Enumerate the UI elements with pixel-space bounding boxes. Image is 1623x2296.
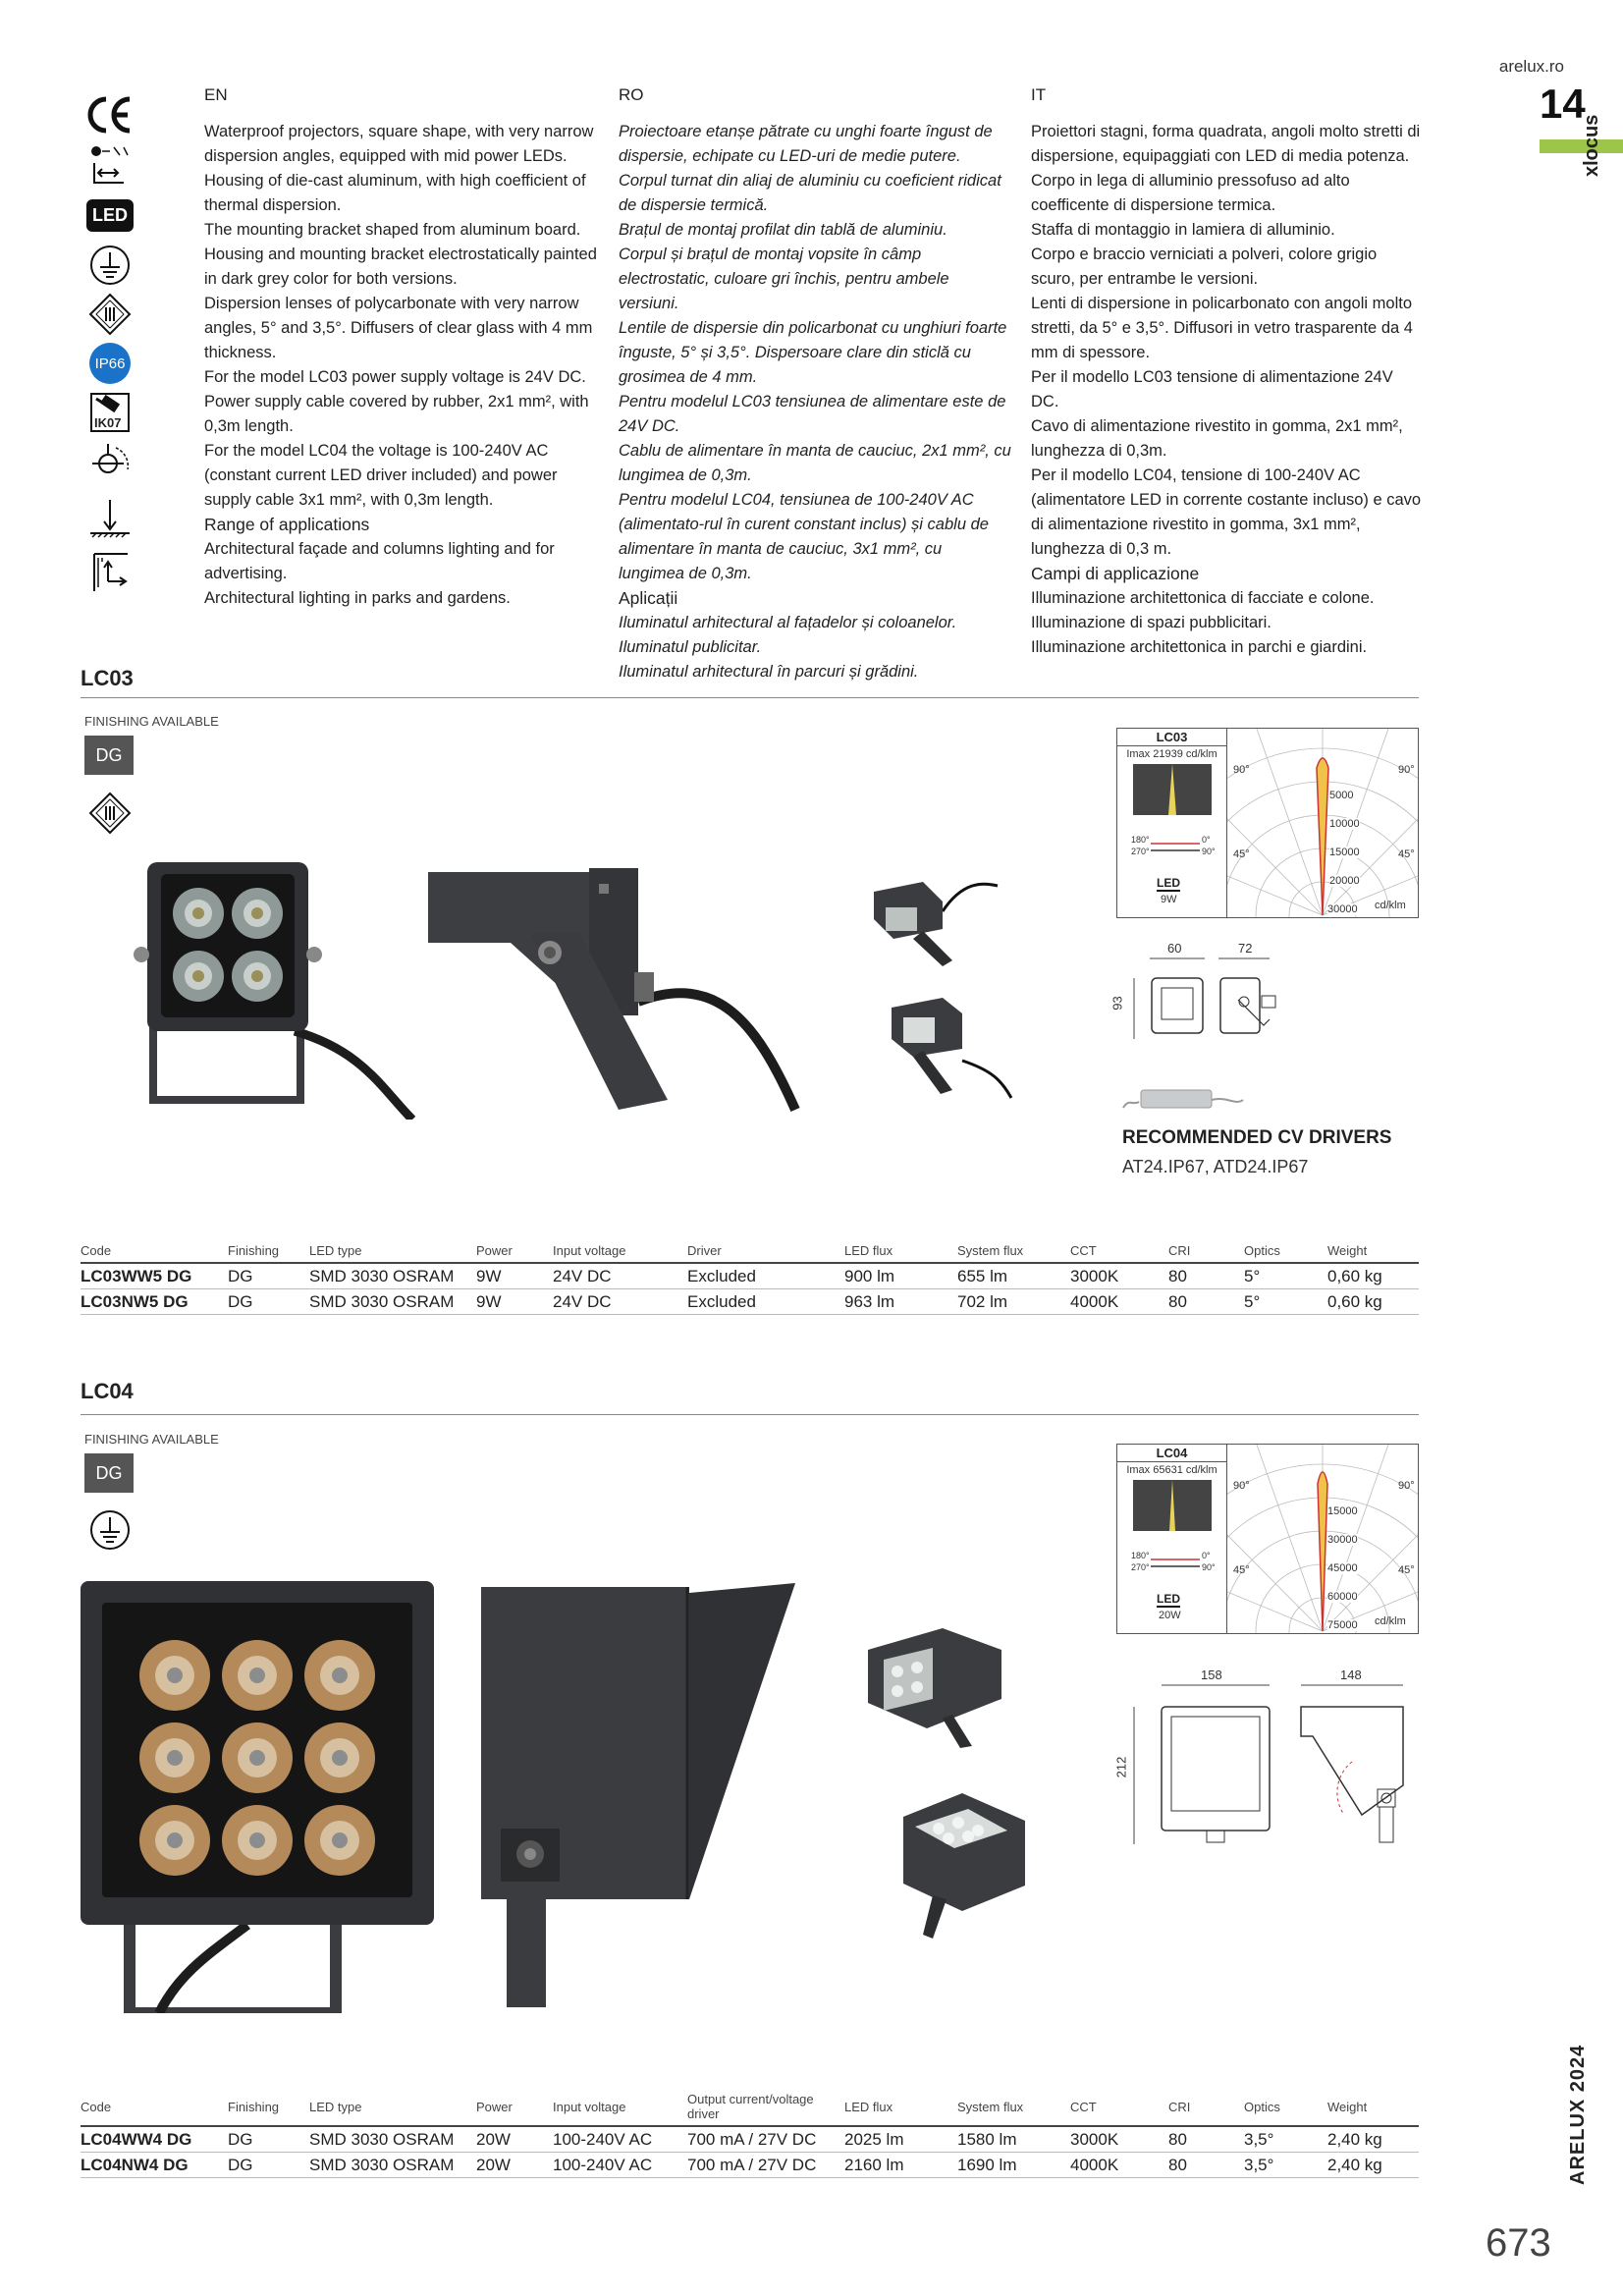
- lc03-ring-5: 30000: [1327, 903, 1358, 915]
- table-cell: 2,40 kg: [1327, 2126, 1419, 2153]
- col-header: CRI: [1168, 1243, 1244, 1263]
- ro-para: Proiectoare etanșe pătrate cu unghi foarte îngust de dispersie, echipate cu LED-uri de medie putere.: [619, 123, 993, 165]
- ground-mount-icon: [84, 497, 135, 546]
- table-cell: 0,60 kg: [1327, 1263, 1419, 1289]
- table-cell: SMD 3030 OSRAM: [309, 1289, 476, 1315]
- table-cell: 3000K: [1070, 2126, 1168, 2153]
- led-icon-label: LED: [86, 199, 134, 232]
- page-number: 673: [1486, 2221, 1551, 2265]
- lc03-legend-90: 90°: [1202, 847, 1216, 856]
- table-cell: 80: [1168, 1263, 1244, 1289]
- table-cell: SMD 3030 OSRAM: [309, 2126, 476, 2153]
- col-header: LED flux: [844, 1243, 957, 1263]
- it-application: Illuminazione di spazi pubblicitari.: [1031, 614, 1271, 631]
- col-header: Optics: [1244, 1243, 1327, 1263]
- lc03-dim-width: 60: [1167, 941, 1182, 956]
- table-cell: 700 mA / 27V DC: [687, 2153, 844, 2178]
- table-cell: 2160 lm: [844, 2153, 957, 2178]
- description-it: [1031, 82, 1424, 660]
- lc04-polar-model: LC04: [1117, 1445, 1226, 1462]
- table-cell: Excluded: [687, 1263, 844, 1289]
- lc04-ring-3: 45000: [1327, 1562, 1358, 1574]
- col-header: Power: [476, 2092, 553, 2126]
- table-cell: 80: [1168, 2126, 1244, 2153]
- lc04-polar-unit: cd/klm: [1375, 1615, 1406, 1627]
- it-para: Corpo in lega di alluminio pressofuso ad alto coefficente di dispersione termica.: [1031, 172, 1350, 214]
- col-header: Power: [476, 1243, 553, 1263]
- table-cell: 963 lm: [844, 1289, 957, 1315]
- table-cell: 24V DC: [553, 1289, 687, 1315]
- lc04-divider: [81, 1414, 1419, 1415]
- installation-icon: [84, 143, 135, 187]
- en-application: Architectural lighting in parks and gardens.: [204, 589, 511, 607]
- lc04-ring-1: 15000: [1327, 1505, 1358, 1517]
- lang-heading-en: EN: [204, 85, 228, 104]
- lc03-legend-0: 0°: [1202, 835, 1211, 845]
- table-cell: 1580 lm: [957, 2126, 1070, 2153]
- lc03-angle-90-left: 90°: [1233, 764, 1250, 776]
- class-iii-icon: [84, 293, 135, 336]
- table-cell: 20W: [476, 2126, 553, 2153]
- table-cell: 2025 lm: [844, 2126, 957, 2153]
- lc03-ring-3: 15000: [1329, 847, 1360, 858]
- table-row: [81, 2153, 1419, 2178]
- chapter-number: 14: [1540, 81, 1586, 127]
- lc03-polar-unit: cd/klm: [1375, 900, 1406, 911]
- category-label: xlocus: [1581, 114, 1602, 177]
- lc03-polar-imax: Imax 21939 cd/klm: [1126, 748, 1217, 760]
- table-cell: 9W: [476, 1289, 553, 1315]
- col-header: Code: [81, 1243, 228, 1263]
- lc03-angle-photo-1: [864, 872, 1001, 970]
- en-para: Housing and mounting bracket electrostatically painted in dark grey color for both versions.: [204, 246, 597, 288]
- ro-para: Brațul de montaj profilat din tablă de aluminiu.: [619, 221, 947, 239]
- lang-heading-ro: RO: [619, 85, 644, 104]
- table-cell: 0,60 kg: [1327, 1289, 1419, 1315]
- lc03-drivers-title: RECOMMENDED CV DRIVERS: [1122, 1127, 1392, 1148]
- earth-ground-icon: [84, 1506, 135, 1554]
- it-para: Lenti di dispersione in policarbonato con angoli molto stretti, da 5° e 3,5°. Diffusori in vetro trasparente da 4 mm di spessore.: [1031, 295, 1413, 361]
- lc03-finish-swatch: DG: [84, 736, 134, 775]
- lc04-dim-height: 212: [1113, 1756, 1129, 1778]
- product-code: LC03WW5 DG: [81, 1263, 228, 1289]
- table-cell: 80: [1168, 1289, 1244, 1315]
- en-para: For the model LC03 power supply voltage is 24V DC.: [204, 368, 586, 386]
- table-cell: 9W: [476, 1263, 553, 1289]
- lc03-dim-height: 93: [1109, 996, 1125, 1011]
- table-cell: 100-240V AC: [553, 2126, 687, 2153]
- lc04-title: LC04: [81, 1379, 134, 1403]
- lc04-ring-4: 60000: [1327, 1591, 1358, 1603]
- table-cell: 20W: [476, 2153, 553, 2178]
- lc03-ring-4: 20000: [1329, 875, 1360, 887]
- col-header: System flux: [957, 2092, 1070, 2126]
- table-cell: SMD 3030 OSRAM: [309, 1263, 476, 1289]
- col-header: Driver: [687, 1243, 844, 1263]
- lc04-front-photo: [81, 1581, 434, 2013]
- lc03-polar-model: LC03: [1117, 729, 1226, 746]
- lc03-legend-180: 180°: [1131, 835, 1150, 845]
- en-para: Power supply cable covered by rubber, 2x1 mm², with 0,3m length.: [204, 393, 589, 435]
- col-header: Input voltage: [553, 1243, 687, 1263]
- it-applications-title: Campi di applicazione: [1031, 564, 1200, 583]
- class-iii-icon: [84, 792, 135, 835]
- table-cell: 1690 lm: [957, 2153, 1070, 2178]
- table-header-row: [81, 1243, 1419, 1263]
- en-applications-title: Range of applications: [204, 515, 370, 534]
- col-header: CCT: [1070, 2092, 1168, 2126]
- ro-application: Iluminatul arhitectural în parcuri și grădini.: [619, 663, 919, 681]
- table-row: [81, 2126, 1419, 2153]
- it-application: Illuminazione architettonica di facciate e colone.: [1031, 589, 1375, 607]
- it-para: Per il modello LC03 tensione di alimentazione 24V DC.: [1031, 368, 1393, 410]
- lc03-ring-2: 10000: [1329, 818, 1360, 830]
- lc04-legend-0: 0°: [1202, 1551, 1211, 1560]
- it-para: Proiettori stagni, forma quadrata, angoli molto stretti di dispersione, equipaggiati con LED di media potenza.: [1031, 123, 1421, 165]
- lc03-polar-diagram: [1116, 728, 1419, 918]
- lc04-power-label: 20W: [1159, 1610, 1181, 1621]
- site-url: arelux.ro: [1498, 57, 1564, 76]
- lc03-angle-45-right: 45°: [1398, 848, 1415, 860]
- lc04-finish-swatch: DG: [84, 1453, 134, 1493]
- table-header-row: [81, 2092, 1419, 2126]
- lc03-legend-270: 270°: [1131, 847, 1150, 856]
- col-header: LED type: [309, 2092, 476, 2126]
- col-header: Optics: [1244, 2092, 1327, 2126]
- lc03-side-photo: [422, 864, 805, 1120]
- table-row: [81, 1289, 1419, 1315]
- description-en: [204, 82, 597, 611]
- lc03-dim-depth: 72: [1238, 941, 1253, 956]
- description-ro: [619, 82, 1011, 684]
- en-para: The mounting bracket shaped from aluminum board.: [204, 221, 581, 239]
- lc03-led-label: LED: [1157, 876, 1180, 890]
- col-header: Code: [81, 2092, 228, 2126]
- ro-applications-title: Aplicații: [619, 588, 678, 608]
- ro-para: Pentru modelul LC03 tensiunea de alimentare este de 24V DC.: [619, 393, 1006, 435]
- table-cell: 80: [1168, 2153, 1244, 2178]
- table-cell: 5°: [1244, 1263, 1327, 1289]
- table-cell: Excluded: [687, 1289, 844, 1315]
- table-cell: 655 lm: [957, 1263, 1070, 1289]
- table-cell: SMD 3030 OSRAM: [309, 2153, 476, 2178]
- lc03-front-photo: [128, 854, 422, 1120]
- lc03-spec-table: [81, 1243, 1419, 1315]
- lc03-ring-1: 5000: [1329, 790, 1354, 801]
- lc03-driver-photo: [1119, 1078, 1247, 1118]
- table-cell: 3,5°: [1244, 2126, 1327, 2153]
- it-para: Staffa di montaggio in lamiera di alluminio.: [1031, 221, 1335, 239]
- table-cell: DG: [228, 1263, 309, 1289]
- lc03-beam-preview: [1133, 764, 1212, 815]
- col-header: Finishing: [228, 1243, 309, 1263]
- lc03-angle-90-right: 90°: [1398, 764, 1415, 776]
- lc04-angle-photo-1: [864, 1620, 1011, 1748]
- lang-heading-it: IT: [1031, 85, 1047, 104]
- lc04-finishing-label: FINISHING AVAILABLE: [84, 1432, 219, 1447]
- lc04-dimension-drawing: [1113, 1667, 1419, 1864]
- it-application: Illuminazione architettonica in parchi e giardini.: [1031, 638, 1368, 656]
- col-header: Weight: [1327, 1243, 1419, 1263]
- product-code: LC04WW4 DG: [81, 2126, 228, 2153]
- col-header: Finishing: [228, 2092, 309, 2126]
- ro-para: Lentile de dispersie din policarbonat cu unghiuri foarte înguste, 5° și 3,5°. Dispersoare clare din sticlă cu grosimea de 4 mm.: [619, 319, 1007, 386]
- led-icon: [84, 194, 135, 236]
- lc04-ring-5: 75000: [1327, 1619, 1358, 1631]
- ro-para: Corpul turnat din aliaj de aluminiu cu coeficient ridicat de dispersie termică.: [619, 172, 1001, 214]
- en-para: Housing of die-cast aluminum, with high coefficient of thermal dispersion.: [204, 172, 586, 214]
- table-cell: DG: [228, 2153, 309, 2178]
- product-code: LC03NW5 DG: [81, 1289, 228, 1315]
- lc03-power-label: 9W: [1161, 894, 1177, 905]
- ip66-label: IP66: [89, 343, 131, 384]
- table-cell: DG: [228, 2126, 309, 2153]
- col-header: Weight: [1327, 2092, 1419, 2126]
- catalog-brand-label: ARELUX 2024: [1567, 2044, 1589, 2185]
- lc04-led-label: LED: [1157, 1592, 1180, 1606]
- en-para: Dispersion lenses of polycarbonate with very narrow angles, 5° and 3,5°. Diffusers of clear glass with 4 mm thickness.: [204, 295, 593, 361]
- table-cell: 3000K: [1070, 1263, 1168, 1289]
- table-cell: 4000K: [1070, 1289, 1168, 1315]
- ro-application: Iluminatul publicitar.: [619, 638, 762, 656]
- col-header: Output current/voltage driver: [687, 2092, 844, 2126]
- lc04-side-photo: [481, 1583, 805, 2015]
- it-para: Per il modello LC04, tensione di 100-240V AC (alimentatore LED in corrente costante incluso) e cavo di alimentazione rivestito in gomma, 3x1 mm², lunghezza di 0,3 m.: [1031, 466, 1422, 558]
- lc04-legend-180: 180°: [1131, 1551, 1150, 1560]
- lc03-dimension-drawing: [1109, 941, 1303, 1049]
- lc03-title: LC03: [81, 666, 134, 690]
- lc04-angle-90-left: 90°: [1233, 1480, 1250, 1492]
- lc04-angle-90-right: 90°: [1398, 1480, 1415, 1492]
- lc04-angle-45-right: 45°: [1398, 1564, 1415, 1576]
- lc04-angle-45-left: 45°: [1233, 1564, 1250, 1576]
- lc04-legend-270: 270°: [1131, 1562, 1150, 1572]
- en-application: Architectural façade and columns lighting and for advertising.: [204, 540, 555, 582]
- lc04-legend-90: 90°: [1202, 1562, 1216, 1572]
- lc04-angle-photo-2: [893, 1787, 1031, 1944]
- wall-mount-icon: [84, 548, 135, 595]
- ro-application: Iluminatul arhitectural al fațadelor și coloanelor.: [619, 614, 957, 631]
- ik07-icon: [84, 391, 135, 434]
- lc03-angle-45-left: 45°: [1233, 848, 1250, 860]
- lc04-dim-width: 158: [1201, 1667, 1222, 1682]
- lc04-spec-table: [81, 2092, 1419, 2178]
- table-cell: 24V DC: [553, 1263, 687, 1289]
- lc03-divider: [81, 697, 1419, 698]
- ro-para: Cablu de alimentare în manta de cauciuc, 2x1 mm², cu lungimea de 0,3m.: [619, 442, 1011, 484]
- it-para: Cavo di alimentazione rivestito in gomma, 2x1 mm², lunghezza di 0,3m.: [1031, 417, 1403, 460]
- lc03-finishing-label: FINISHING AVAILABLE: [84, 714, 219, 729]
- lc04-polar-imax: Imax 65631 cd/klm: [1126, 1464, 1217, 1476]
- lc03-angle-photo-2: [884, 992, 1021, 1100]
- table-cell: 700 mA / 27V DC: [687, 2126, 844, 2153]
- table-cell: 5°: [1244, 1289, 1327, 1315]
- en-para: For the model LC04 the voltage is 100-240V AC (constant current LED driver included) and power supply cable 3x1 mm², with 0,3m length.: [204, 442, 558, 509]
- lc04-polar-diagram: [1116, 1444, 1419, 1634]
- lc03-drivers-list: AT24.IP67, ATD24.IP67: [1122, 1157, 1309, 1176]
- ip66-icon: [84, 342, 135, 385]
- table-row: [81, 1263, 1419, 1289]
- lc04-dim-depth: 148: [1340, 1667, 1362, 1682]
- col-header: LED type: [309, 1243, 476, 1263]
- ro-para: Pentru modelul LC04, tensiunea de 100-240V AC (alimentato-rul în curent constant inclus) și cablu de alimentare în manta de cauciuc, 3x1 mm², cu lungimea de 0,3m.: [619, 491, 989, 582]
- col-header: LED flux: [844, 2092, 957, 2126]
- it-para: Corpo e braccio verniciati a polveri, colore grigio scuro, per entrambe le versioni.: [1031, 246, 1378, 288]
- earth-ground-icon: [84, 244, 135, 287]
- ce-mark-icon: [84, 92, 135, 137]
- lc04-ring-2: 30000: [1327, 1534, 1358, 1546]
- col-header: CRI: [1168, 2092, 1244, 2126]
- table-cell: DG: [228, 1289, 309, 1315]
- table-cell: 702 lm: [957, 1289, 1070, 1315]
- table-cell: 900 lm: [844, 1263, 957, 1289]
- en-para: Waterproof projectors, square shape, with very narrow dispersion angles, equipped with mid power LEDs.: [204, 123, 594, 165]
- product-code: LC04NW4 DG: [81, 2153, 228, 2178]
- col-header: System flux: [957, 1243, 1070, 1263]
- lc04-beam-preview: [1133, 1480, 1212, 1531]
- table-cell: 100-240V AC: [553, 2153, 687, 2178]
- table-cell: 3,5°: [1244, 2153, 1327, 2178]
- adjustable-tilt-icon: [84, 440, 135, 483]
- table-cell: 4000K: [1070, 2153, 1168, 2178]
- ro-para: Corpul și brațul de montaj vopsite în câmp electrostatic, culoare gri închis, pentru ambele versiuni.: [619, 246, 949, 312]
- col-header: CCT: [1070, 1243, 1168, 1263]
- ik07-label: IK07: [94, 415, 122, 430]
- col-header: Input voltage: [553, 2092, 687, 2126]
- table-cell: 2,40 kg: [1327, 2153, 1419, 2178]
